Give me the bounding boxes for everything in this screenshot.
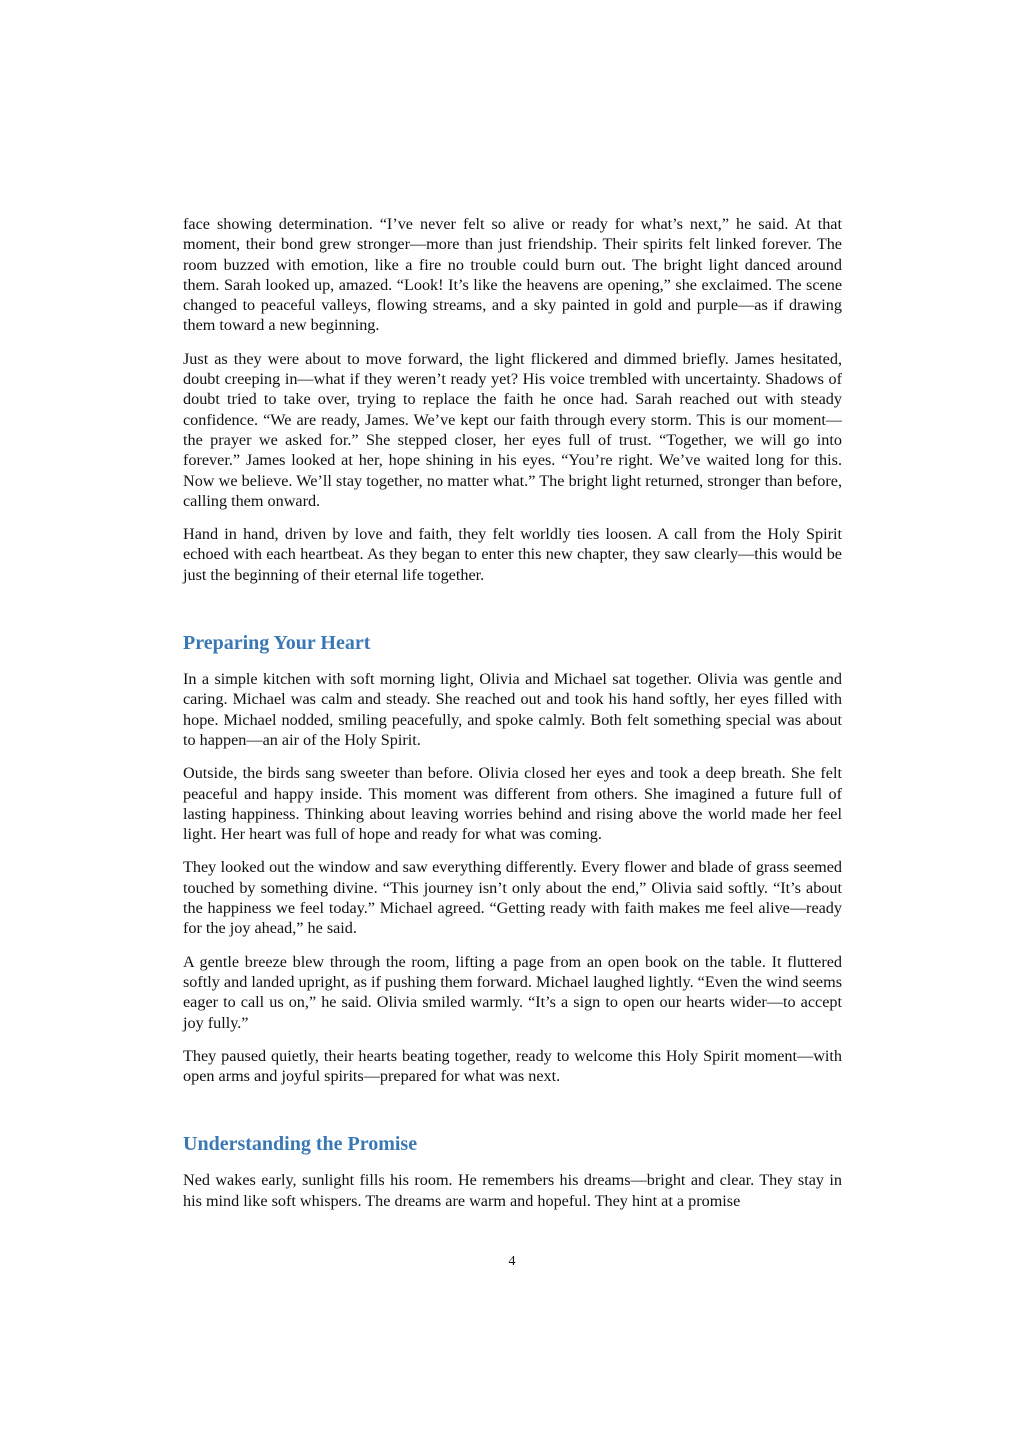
paragraph: A gentle breeze blew through the room, lifting a page from an open book on the table. It fluttered softly and landed upright, as if pushing them forward. Michael laughed lightly. “Even the wind seems eager to call us on,” he said. Olivia smiled warmly. “It’s a sign to open our hearts wider—to accept joy fully.” xyxy=(183,952,842,1032)
paragraph: Just as they were about to move forward, the light flickered and dimmed briefly. James hesitated, doubt creeping in—what if they weren’t ready yet? His voice trembled with uncertainty. Shadows of doubt tried to take over, trying to replace the faith he once had. Sarah reached out with steady confidence. “We are ready, James. We’ve kept our faith through every storm. This is our moment—the prayer we asked for.” She stepped closer, her eyes full of trust. “Together, we will go into forever.” James looked at her, hope shining in his eyes. “You’re right. We’ve waited long for this. Now we believe. We’ll stay together, no matter what.” The bright light returned, stronger than before, calling them onward. xyxy=(183,349,842,510)
section-preparing-your-heart xyxy=(183,631,842,1086)
page-number: 4 xyxy=(508,1254,516,1269)
paragraph: Ned wakes early, sunlight fills his room. He remembers his dreams—bright and clear. They stay in his mind like soft whispers. The dreams are warm and hopeful. They hint at a promise xyxy=(183,1171,842,1210)
paragraph: They looked out the window and saw everything differently. Every flower and blade of grass seemed touched by something divine. “This journey isn’t only about the end,” Olivia said softly. “It’s about the happiness we feel today.” Michael agreed. “Getting ready with faith makes me feel alive—ready for the joy ahead,” he said. xyxy=(183,858,842,938)
section-heading: Understanding the Promise xyxy=(183,1133,418,1156)
paragraph: face showing determination. “I’ve never felt so alive or ready for what’s next,” he said. At that moment, their bond grew stronger—more than just friendship. Their spirits felt linked forever. The room buzzed with emotion, like a fire no trouble could burn out. The bright light danced around them. Sarah looked up, amazed. “Look! It’s like the heavens are opening,” she exclaimed. The scene changed to peaceful valleys, flowing streams, and a sky painted in gold and purple—as if drawing them toward a new beginning. xyxy=(183,215,842,335)
page-body xyxy=(183,214,842,1224)
section-understanding-the-promise xyxy=(183,1132,842,1211)
paragraph: Outside, the birds sang sweeter than before. Olivia closed her eyes and took a deep breath. She felt peaceful and happy inside. This moment was different from others. She imagined a future full of lasting happiness. Thinking about leaving worries behind and rising above the world made her feel light. Her heart was full of hope and ready for what was coming. xyxy=(183,764,842,844)
paragraph: In a simple kitchen with soft morning light, Olivia and Michael sat together. Olivia was gentle and caring. Michael was calm and steady. She reached out and took his hand softly, her eyes filled with hope. Michael nodded, smiling peacefully, and spoke calmly. Both felt something special was about to happen—an air of the Holy Spirit. xyxy=(183,670,842,749)
section-heading: Preparing Your Heart xyxy=(183,632,371,655)
paragraph: They paused quietly, their hearts beating together, ready to welcome this Holy Spirit moment—with open arms and joyful spirits—prepared for what was next. xyxy=(183,1046,842,1086)
paragraph: Hand in hand, driven by love and faith, they felt worldly ties loosen. A call from the Holy Spirit echoed with each heartbeat. As they began to enter this new chapter, they saw clearly—this would be just the beginning of their eternal life together. xyxy=(183,525,842,584)
section-intro xyxy=(183,214,842,585)
